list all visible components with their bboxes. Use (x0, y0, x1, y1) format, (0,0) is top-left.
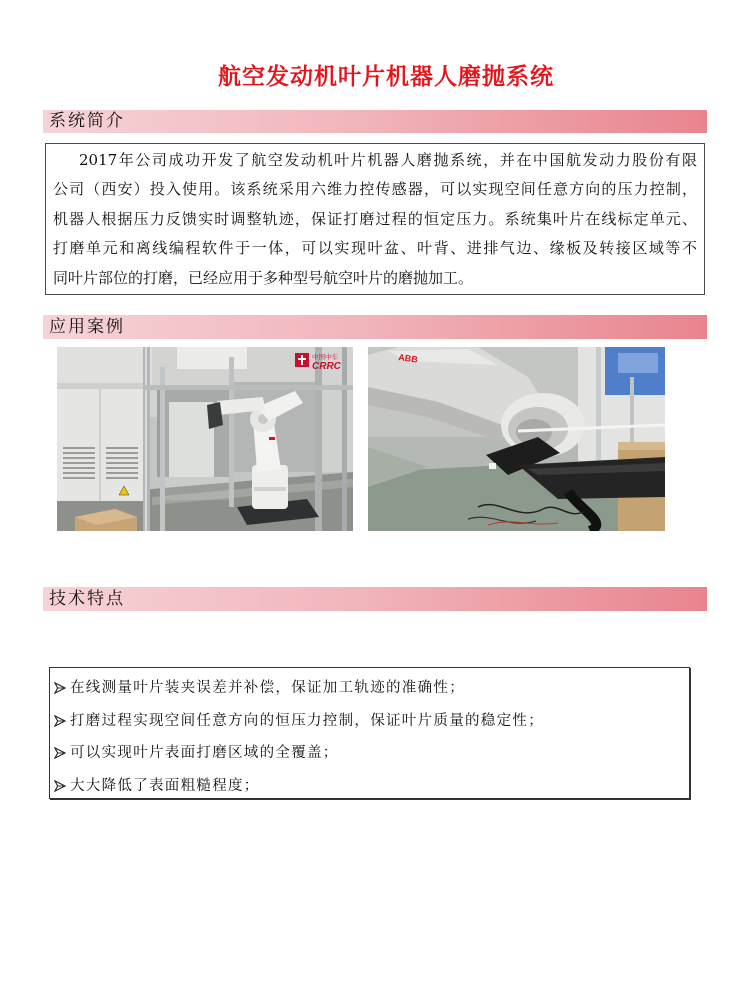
photo-closeup-drawing (368, 347, 665, 531)
feature-text: 可以实现叶片表面打磨区域的全覆盖； (70, 745, 339, 761)
list-item (50, 672, 689, 705)
arrowhead-bullet-icon (54, 747, 66, 759)
arrowhead-bullet-icon (54, 780, 66, 792)
list-item (50, 737, 689, 770)
feature-text: 打磨过程实现空间任意方向的恒压力控制，保证叶片质量的稳定性； (70, 712, 544, 729)
application-photo-workcell (57, 347, 353, 531)
photo-workcell-drawing (57, 347, 353, 531)
list-item (50, 770, 689, 800)
logo-text-cn: 中国中车 (312, 353, 338, 361)
section-header-features: 技术特点 (43, 587, 707, 611)
abb-logo: ABB (397, 352, 419, 365)
intro-line: 同叶片部位的打磨，已经应用于多种型号航空叶片的磨抛加工。 (53, 268, 474, 287)
list-item (50, 705, 689, 738)
intro-line: 机器人根据压力反馈实时调整轨迹，保证打磨过程的恒定压力。系统集叶片在线标定单元、 (53, 209, 697, 228)
arrowhead-bullet-icon (54, 682, 66, 694)
intro-line: 公司（西安）投入使用。该系统采用六维力控传感器，可以实现空间任意方向的压力控制， (53, 180, 697, 199)
intro-text-box (45, 143, 705, 295)
feature-text: 大大降低了表面粗糙程度； (70, 777, 260, 794)
arrowhead-bullet-icon (54, 715, 66, 727)
section-header-cases: 应用案例 (43, 315, 707, 339)
application-photo-closeup (368, 347, 665, 531)
logo-text-en: CRRC (312, 361, 341, 372)
electrical-cabinet (57, 383, 143, 501)
feature-text: 在线测量叶片装夹误差并补偿，保证加工轨迹的准确性； (70, 680, 465, 696)
features-list (49, 667, 690, 799)
intro-line: 打磨单元和离线编程软件于一体，可以实现叶盆、叶背、进排气边、缘板及转接区域等不 (53, 239, 697, 258)
section-header-intro: 系统简介 (43, 110, 707, 133)
intro-line: 2017年公司成功开发了航空发动机叶片机器人磨抛系统，并在中国航发动力股份有限 (79, 151, 697, 169)
page-title: 航空发动机叶片机器人磨抛系统 (218, 64, 554, 90)
